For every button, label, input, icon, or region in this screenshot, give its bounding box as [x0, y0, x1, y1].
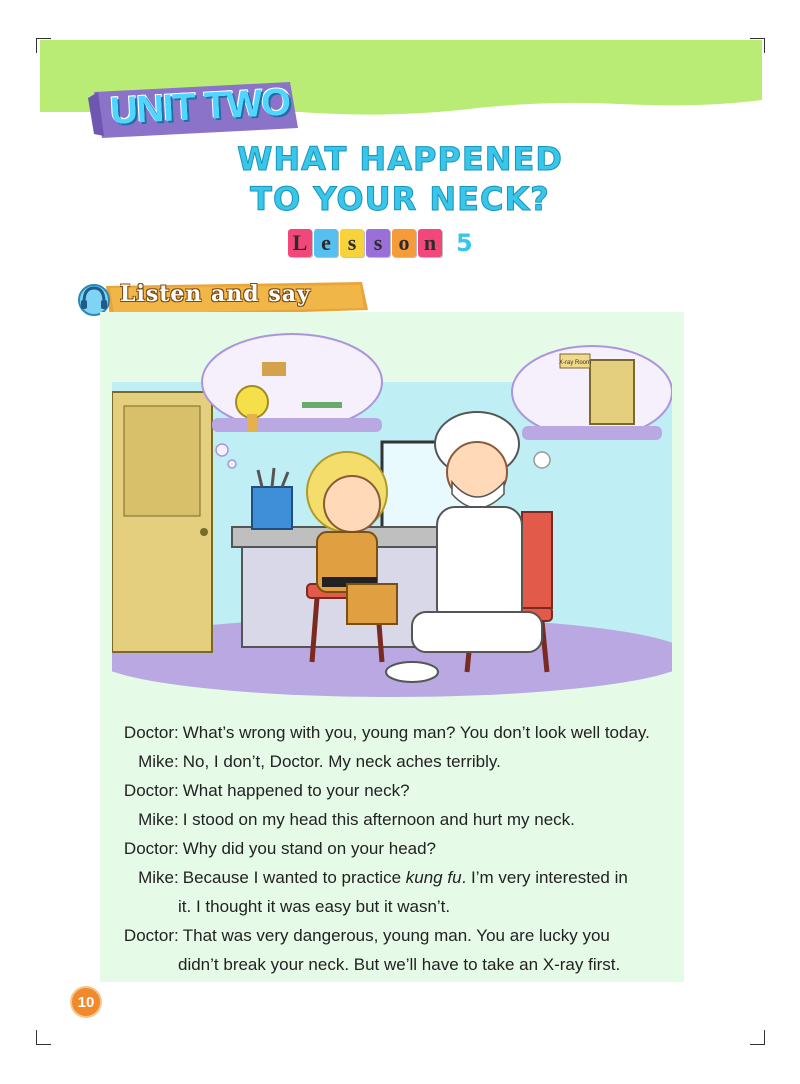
- dialogue-text: Because I wanted to practice kung fu. I’m very interested in: [182, 867, 628, 887]
- unit-label: UNIT TWO: [109, 81, 291, 133]
- speaker-label: Doctor: [123, 838, 174, 858]
- crop-mark-bottom-right: [750, 1030, 765, 1045]
- speaker-label: Mike: [138, 809, 174, 829]
- dialogue-line: Doctor : Why did you stand on your head?: [108, 834, 684, 863]
- lesson-letter-tile: o: [392, 229, 416, 257]
- lesson-letter-tile: s: [366, 229, 390, 257]
- lesson-heading: [288, 226, 473, 260]
- clinic-illustration: [112, 322, 672, 702]
- speaker-label: Doctor: [123, 780, 174, 800]
- dialogue-text: No, I don’t, Doctor. My neck aches terribly.: [182, 751, 501, 771]
- dialogue-line: Mike : I stood on my head this afternoon and hurt my neck.: [108, 805, 684, 834]
- dialogue-text: didn’t break your neck. But we’ll have to take an X-ray first.: [178, 954, 621, 974]
- dialogue-text: Why did you stand on your head?: [182, 838, 437, 858]
- lesson-number: 5: [456, 229, 473, 257]
- headphones-icon: [79, 285, 109, 315]
- dialogue-text: What’s wrong with you, young man? You don’t look well today.: [182, 722, 650, 742]
- dialogue-line: Mike : No, I don’t, Doctor. My neck aches terribly.: [108, 747, 684, 776]
- speaker-label: Doctor: [123, 722, 174, 742]
- dialogue-text: I stood on my head this afternoon and hurt my neck.: [182, 809, 575, 829]
- dialogue-line: Doctor : What’s wrong with you, young man? You don’t look well today.: [108, 718, 684, 747]
- dialogue: [108, 718, 684, 979]
- section-title: Listen and say: [120, 281, 311, 307]
- lesson-title-line-2: TO YOUR NECK?: [250, 180, 550, 218]
- lesson-letter-tile: s: [340, 229, 364, 257]
- lesson-letter-tile: n: [418, 229, 442, 257]
- lesson-title-line-1: WHAT HAPPENED: [237, 140, 563, 178]
- xray-room-sign: X-ray Room: [558, 360, 592, 366]
- speaker-label: Doctor: [123, 925, 174, 945]
- dialogue-line: Mike : Because I wanted to practice kung fu. I’m very interested in: [108, 863, 684, 892]
- lesson-letter-tile: L: [288, 229, 312, 257]
- dialogue-line: Doctor : That was very dangerous, young man. You are lucky you: [108, 921, 684, 950]
- speaker-label: Mike: [138, 867, 174, 887]
- crop-mark-bottom-left: [36, 1030, 51, 1045]
- dialogue-text: That was very dangerous, young man. You are lucky you: [182, 925, 610, 945]
- speaker-label: Mike: [138, 751, 174, 771]
- dialogue-line: Doctor : What happened to your neck?: [108, 776, 684, 805]
- lesson-letter-tile: e: [314, 229, 338, 257]
- dialogue-text: What happened to your neck?: [182, 780, 410, 800]
- dialogue-text: it. I thought it was easy but it wasn’t.: [178, 896, 451, 916]
- dialogue-continuation: [108, 892, 684, 921]
- dialogue-continuation: [108, 950, 684, 979]
- page-number-badge: 10: [70, 986, 102, 1018]
- kung-fu-term: kung fu: [405, 867, 462, 887]
